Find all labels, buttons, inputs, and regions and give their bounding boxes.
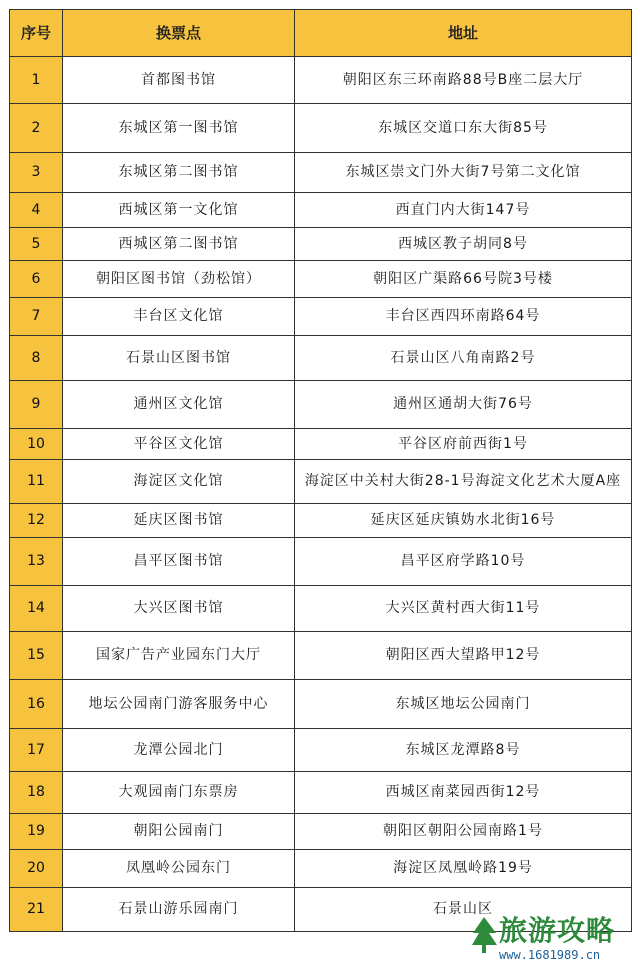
- table-row: [10, 504, 632, 538]
- row-exchange-point: 东城区第一图书馆: [63, 104, 295, 153]
- table-row: [10, 538, 632, 586]
- row-address: 朝阳区广渠路66号院3号楼: [295, 261, 632, 298]
- row-exchange-point: 首都图书馆: [63, 57, 295, 104]
- row-index: 1: [10, 57, 63, 104]
- row-index: 15: [10, 632, 63, 680]
- table-header-row: [10, 10, 632, 57]
- row-index: 3: [10, 153, 63, 193]
- row-exchange-point: 石景山游乐园南门: [63, 888, 295, 932]
- row-index: 13: [10, 538, 63, 586]
- row-address: 丰台区西四环南路64号: [295, 298, 632, 336]
- row-address: 朝阳区东三环南路88号B座二层大厅: [295, 57, 632, 104]
- table-row: [10, 104, 632, 153]
- row-index: 11: [10, 460, 63, 504]
- row-index: 5: [10, 228, 63, 261]
- row-address: 东城区交道口东大街85号: [295, 104, 632, 153]
- row-exchange-point: 国家广告产业园东门大厅: [63, 632, 295, 680]
- row-index: 12: [10, 504, 63, 538]
- row-address: 东城区崇文门外大街7号第二文化馆: [295, 153, 632, 193]
- header-point: 换票点: [63, 10, 295, 57]
- row-index: 6: [10, 261, 63, 298]
- row-exchange-point: 大观园南门东票房: [63, 772, 295, 814]
- row-address: 石景山区: [295, 888, 632, 932]
- row-exchange-point: 石景山区图书馆: [63, 336, 295, 381]
- table-row: [10, 429, 632, 460]
- table-row: [10, 586, 632, 632]
- table-row: [10, 261, 632, 298]
- row-exchange-point: 朝阳区图书馆（劲松馆）: [63, 261, 295, 298]
- row-address: 通州区通胡大街76号: [295, 381, 632, 429]
- row-index: 16: [10, 680, 63, 729]
- table-row: [10, 632, 632, 680]
- row-exchange-point: 丰台区文化馆: [63, 298, 295, 336]
- row-exchange-point: 龙潭公园北门: [63, 729, 295, 772]
- row-address: 延庆区延庆镇妫水北街16号: [295, 504, 632, 538]
- row-address: 石景山区八角南路2号: [295, 336, 632, 381]
- row-index: 19: [10, 814, 63, 850]
- row-address: 海淀区凤凰岭路19号: [295, 850, 632, 888]
- row-exchange-point: 地坛公园南门游客服务中心: [63, 680, 295, 729]
- table-row: [10, 460, 632, 504]
- row-exchange-point: 延庆区图书馆: [63, 504, 295, 538]
- row-exchange-point: 凤凰岭公园东门: [63, 850, 295, 888]
- table-row: [10, 193, 632, 228]
- table-row: [10, 381, 632, 429]
- row-index: 9: [10, 381, 63, 429]
- row-index: 14: [10, 586, 63, 632]
- row-index: 20: [10, 850, 63, 888]
- row-address: 东城区龙潭路8号: [295, 729, 632, 772]
- table-row: [10, 336, 632, 381]
- row-exchange-point: 通州区文化馆: [63, 381, 295, 429]
- table-row: [10, 772, 632, 814]
- watermark-title: 旅游攻略: [499, 914, 616, 947]
- row-address: 西城区教子胡同8号: [295, 228, 632, 261]
- row-index: 7: [10, 298, 63, 336]
- header-index: 序号: [10, 10, 63, 57]
- row-address: 东城区地坛公园南门: [295, 680, 632, 729]
- row-index: 17: [10, 729, 63, 772]
- row-address: 平谷区府前西街1号: [295, 429, 632, 460]
- row-address: 西直门内大街147号: [295, 193, 632, 228]
- row-address: 大兴区黄村西大街11号: [295, 586, 632, 632]
- row-index: 21: [10, 888, 63, 932]
- row-exchange-point: 朝阳公园南门: [63, 814, 295, 850]
- row-exchange-point: 昌平区图书馆: [63, 538, 295, 586]
- row-index: 8: [10, 336, 63, 381]
- table-row: [10, 228, 632, 261]
- exchange-points-table: [9, 9, 632, 932]
- watermark-url: www.1681989.cn: [499, 948, 601, 962]
- row-exchange-point: 西城区第二图书馆: [63, 228, 295, 261]
- table-row: [10, 850, 632, 888]
- table-row: [10, 888, 632, 932]
- row-address: 昌平区府学路10号: [295, 538, 632, 586]
- row-index: 2: [10, 104, 63, 153]
- row-address: 朝阳区西大望路甲12号: [295, 632, 632, 680]
- row-exchange-point: 东城区第二图书馆: [63, 153, 295, 193]
- row-exchange-point: 海淀区文化馆: [63, 460, 295, 504]
- table-row: [10, 153, 632, 193]
- row-address: 朝阳区朝阳公园南路1号: [295, 814, 632, 850]
- header-address: 地址: [295, 10, 632, 57]
- table-row: [10, 729, 632, 772]
- table-row: [10, 57, 632, 104]
- row-address: 西城区南菜园西街12号: [295, 772, 632, 814]
- row-exchange-point: 西城区第一文化馆: [63, 193, 295, 228]
- row-exchange-point: 平谷区文化馆: [63, 429, 295, 460]
- table-row: [10, 680, 632, 729]
- table-row: [10, 814, 632, 850]
- row-index: 18: [10, 772, 63, 814]
- row-exchange-point: 大兴区图书馆: [63, 586, 295, 632]
- row-index: 10: [10, 429, 63, 460]
- row-address: 海淀区中关村大街28-1号海淀文化艺术大厦A座: [295, 460, 632, 504]
- table-row: [10, 298, 632, 336]
- row-index: 4: [10, 193, 63, 228]
